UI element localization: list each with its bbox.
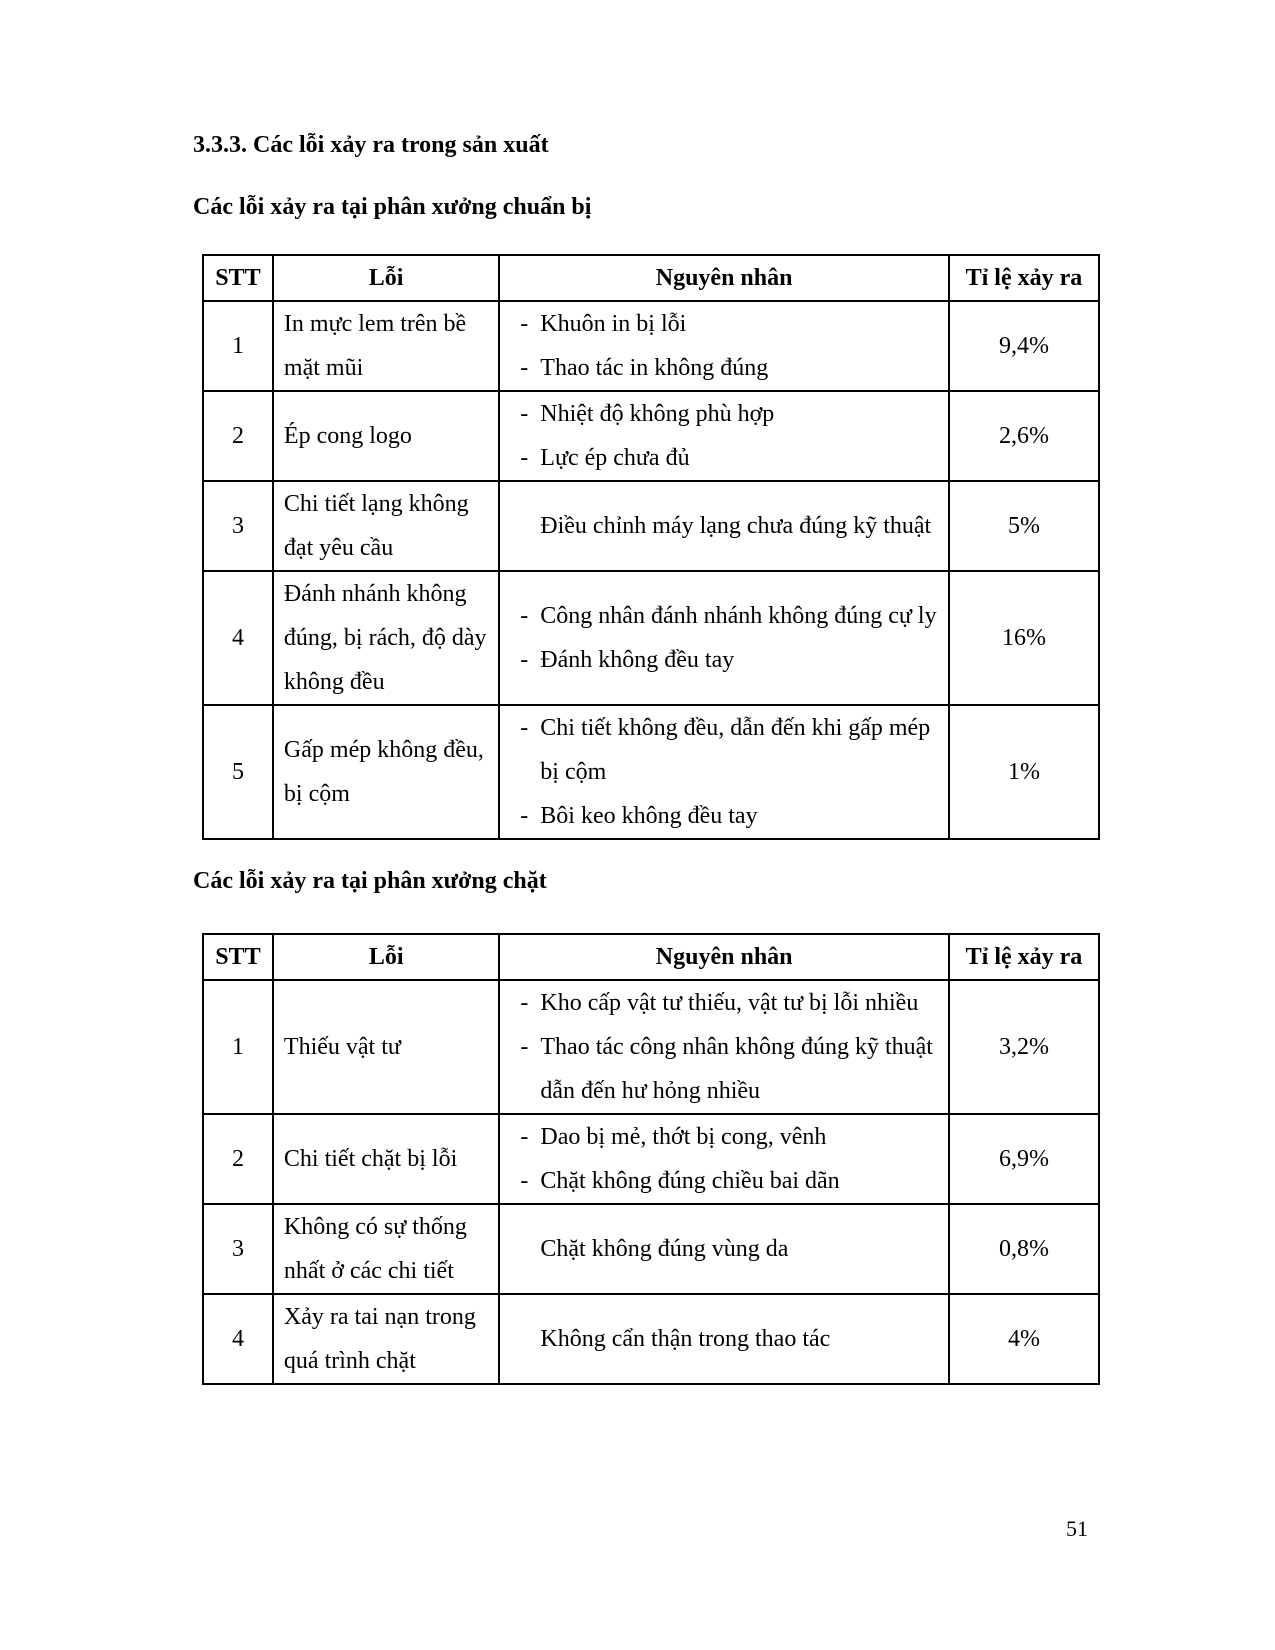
table-row	[203, 301, 1099, 391]
table-cutting-defects	[202, 933, 1100, 1385]
cell-ti-le: 5%	[949, 481, 1099, 571]
cause-list	[520, 706, 938, 838]
cause-list	[520, 504, 938, 548]
cell-loi: Thiếu vật tư	[273, 980, 499, 1114]
cell-stt: 1	[203, 301, 273, 391]
cell-nguyen-nhan	[499, 980, 949, 1114]
cell-ti-le: 2,6%	[949, 391, 1099, 481]
page-number: 51	[1066, 1516, 1088, 1541]
cause-item: - Chặt không đúng chiều bai dãn	[520, 1159, 938, 1203]
cell-loi: Không có sự thống nhất ở các chi tiết	[273, 1204, 499, 1294]
cell-loi: Chi tiết chặt bị lỗi	[273, 1114, 499, 1204]
cell-ti-le: 9,4%	[949, 301, 1099, 391]
table-row	[203, 705, 1099, 839]
table-row	[203, 1114, 1099, 1204]
cell-loi: In mực lem trên bề mặt mũi	[273, 301, 499, 391]
header-nguyen-nhan: Nguyên nhân	[499, 934, 949, 980]
table2-title: Các lỗi xảy ra tại phân xưởng chặt	[193, 868, 547, 894]
cause-list	[520, 981, 938, 1113]
cause-list	[520, 392, 938, 480]
cell-nguyen-nhan	[499, 1114, 949, 1204]
cell-nguyen-nhan	[499, 481, 949, 571]
cell-nguyen-nhan	[499, 301, 949, 391]
header-loi: Lỗi	[273, 255, 499, 301]
cause-item: - Lực ép chưa đủ	[520, 436, 938, 480]
table-preparation-defects	[202, 254, 1100, 840]
cause-item: - Khuôn in bị lỗi	[520, 302, 938, 346]
cell-nguyen-nhan	[499, 1204, 949, 1294]
cell-loi: Gấp mép không đều, bị cộm	[273, 705, 499, 839]
header-ti-le: Tỉ lệ xảy ra	[949, 255, 1099, 301]
cell-ti-le: 0,8%	[949, 1204, 1099, 1294]
cause-item: Điều chỉnh máy lạng chưa đúng kỹ thuật	[540, 513, 932, 539]
cause-item: - Dao bị mẻ, thớt bị cong, vênh	[520, 1115, 938, 1159]
cell-stt: 2	[203, 1114, 273, 1204]
cause-list	[520, 1115, 938, 1203]
cause-item: - Đánh không đều tay	[520, 638, 938, 682]
cell-ti-le: 16%	[949, 571, 1099, 705]
table-body	[203, 980, 1099, 1384]
table-row	[203, 1204, 1099, 1294]
table-row	[203, 980, 1099, 1114]
cause-item: - Chi tiết không đều, dẫn đến khi gấp mép bị cộm	[520, 706, 938, 794]
cell-loi: Chi tiết lạng không đạt yêu cầu	[273, 481, 499, 571]
cell-stt: 3	[203, 1204, 273, 1294]
table-row	[203, 1294, 1099, 1384]
cell-ti-le: 3,2%	[949, 980, 1099, 1114]
cell-stt: 2	[203, 391, 273, 481]
cause-item: - Thao tác công nhân không đúng kỹ thuật dẫn đến hư hỏng nhiều	[520, 1025, 938, 1113]
cause-list	[520, 594, 938, 682]
cause-list	[520, 302, 938, 390]
cause-item: Chặt không đúng vùng da	[540, 1236, 789, 1262]
header-loi: Lỗi	[273, 934, 499, 980]
cause-item: - Công nhân đánh nhánh không đúng cự ly	[520, 594, 938, 638]
cell-stt: 4	[203, 571, 273, 705]
table-header-row	[203, 934, 1099, 980]
header-ti-le: Tỉ lệ xảy ra	[949, 934, 1099, 980]
cell-stt: 3	[203, 481, 273, 571]
cell-stt: 5	[203, 705, 273, 839]
table-row	[203, 391, 1099, 481]
header-stt: STT	[203, 934, 273, 980]
table-body	[203, 301, 1099, 839]
cell-ti-le: 4%	[949, 1294, 1099, 1384]
table-header-row	[203, 255, 1099, 301]
cause-item: - Nhiệt độ không phù hợp	[520, 392, 938, 436]
cause-list	[520, 1317, 938, 1361]
header-nguyen-nhan: Nguyên nhân	[499, 255, 949, 301]
cell-stt: 1	[203, 980, 273, 1114]
cell-loi: Xảy ra tai nạn trong quá trình chặt	[273, 1294, 499, 1384]
table1-title: Các lỗi xảy ra tại phân xưởng chuẩn bị	[193, 194, 592, 220]
cause-item: - Kho cấp vật tư thiếu, vật tư bị lỗi nhiều	[520, 981, 938, 1025]
table-row	[203, 571, 1099, 705]
section-heading: 3.3.3. Các lỗi xảy ra trong sản xuất	[193, 132, 549, 158]
cell-ti-le: 1%	[949, 705, 1099, 839]
header-stt: STT	[203, 255, 273, 301]
cause-item: - Thao tác in không đúng	[520, 346, 938, 390]
cause-item: - Bôi keo không đều tay	[520, 794, 938, 838]
cell-nguyen-nhan	[499, 391, 949, 481]
cause-list	[520, 1227, 938, 1271]
cell-loi: Đánh nhánh không đúng, bị rách, độ dày không đều	[273, 571, 499, 705]
cell-nguyen-nhan	[499, 571, 949, 705]
cell-nguyen-nhan	[499, 1294, 949, 1384]
table-row	[203, 481, 1099, 571]
cell-loi: Ép cong logo	[273, 391, 499, 481]
cell-ti-le: 6,9%	[949, 1114, 1099, 1204]
cause-item: Không cẩn thận trong thao tác	[540, 1326, 831, 1352]
cell-stt: 4	[203, 1294, 273, 1384]
cell-nguyen-nhan	[499, 705, 949, 839]
